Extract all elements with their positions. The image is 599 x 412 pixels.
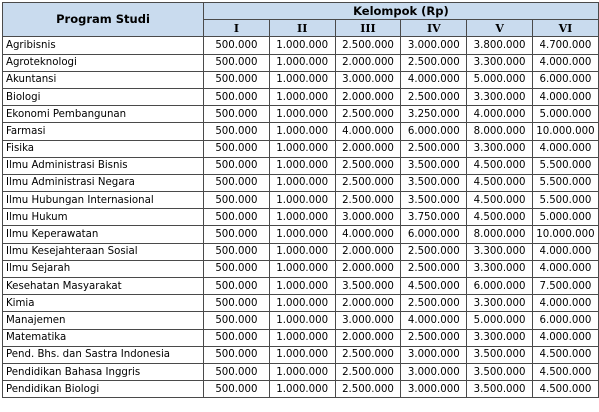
table-row xyxy=(3,88,599,105)
group-header-cell: III xyxy=(335,20,401,37)
fee-cell: 2.500.000 xyxy=(335,157,401,174)
fee-cell: 4.000.000 xyxy=(532,88,598,105)
program-name-cell: Agroteknologi xyxy=(3,54,204,71)
table-header xyxy=(3,3,599,37)
fee-cell: 6.000.000 xyxy=(532,71,598,88)
fee-cell: 2.500.000 xyxy=(401,260,467,277)
fee-cell: 500.000 xyxy=(204,157,270,174)
fee-cell: 1.000.000 xyxy=(269,363,335,380)
fee-cell: 3.300.000 xyxy=(467,260,533,277)
fee-cell: 10.000.000 xyxy=(532,123,598,140)
fee-cell: 3.500.000 xyxy=(335,278,401,295)
table-row xyxy=(3,37,599,54)
table-row xyxy=(3,312,599,329)
table-row xyxy=(3,381,599,398)
program-name-cell: Farmasi xyxy=(3,123,204,140)
fee-cell: 1.000.000 xyxy=(269,226,335,243)
program-name-cell: Ilmu Hukum xyxy=(3,209,204,226)
fee-cell: 4.500.000 xyxy=(467,192,533,209)
fee-cell: 2.500.000 xyxy=(335,106,401,123)
fee-cell: 1.000.000 xyxy=(269,381,335,398)
fee-cell: 1.000.000 xyxy=(269,295,335,312)
table-row xyxy=(3,243,599,260)
fee-cell: 1.000.000 xyxy=(269,71,335,88)
table-row xyxy=(3,123,599,140)
fee-cell: 2.500.000 xyxy=(401,54,467,71)
program-name-cell: Ilmu Kesejahteraan Sosial xyxy=(3,243,204,260)
header-row-top xyxy=(3,3,599,20)
fee-cell: 1.000.000 xyxy=(269,106,335,123)
fee-cell: 500.000 xyxy=(204,209,270,226)
fee-cell: 5.000.000 xyxy=(467,71,533,88)
fee-cell: 500.000 xyxy=(204,106,270,123)
fee-cell: 500.000 xyxy=(204,123,270,140)
table-row xyxy=(3,260,599,277)
program-name-cell: Kimia xyxy=(3,295,204,312)
program-name-cell: Agribisnis xyxy=(3,37,204,54)
fee-cell: 10.000.000 xyxy=(532,226,598,243)
fee-cell: 2.000.000 xyxy=(335,243,401,260)
group-header-cell: I xyxy=(204,20,270,37)
program-name-cell: Ekonomi Pembangunan xyxy=(3,106,204,123)
fee-cell: 3.500.000 xyxy=(467,381,533,398)
group-header-cell: VI xyxy=(532,20,598,37)
fee-cell: 2.500.000 xyxy=(335,363,401,380)
fee-cell: 3.500.000 xyxy=(401,174,467,191)
program-name-cell: Biologi xyxy=(3,88,204,105)
program-name-cell: Fisika xyxy=(3,140,204,157)
fee-cell: 3.000.000 xyxy=(335,209,401,226)
program-studi-header: Program Studi xyxy=(3,3,204,37)
group-header-cell: IV xyxy=(401,20,467,37)
program-name-cell: Ilmu Keperawatan xyxy=(3,226,204,243)
fee-cell: 2.500.000 xyxy=(401,295,467,312)
fee-cell: 6.000.000 xyxy=(401,123,467,140)
table-row xyxy=(3,363,599,380)
table-row xyxy=(3,174,599,191)
program-name-cell: Pendidikan Biologi xyxy=(3,381,204,398)
fee-cell: 3.500.000 xyxy=(467,363,533,380)
fee-cell: 1.000.000 xyxy=(269,209,335,226)
fee-cell: 500.000 xyxy=(204,329,270,346)
program-name-cell: Ilmu Administrasi Negara xyxy=(3,174,204,191)
fee-cell: 2.000.000 xyxy=(335,88,401,105)
fee-cell: 3.750.000 xyxy=(401,209,467,226)
fee-cell: 4.500.000 xyxy=(401,278,467,295)
fee-cell: 2.500.000 xyxy=(401,88,467,105)
fee-cell: 4.000.000 xyxy=(335,226,401,243)
fee-cell: 500.000 xyxy=(204,260,270,277)
fee-cell: 4.000.000 xyxy=(532,329,598,346)
fee-cell: 5.000.000 xyxy=(467,312,533,329)
fee-cell: 4.000.000 xyxy=(467,106,533,123)
fee-cell: 2.000.000 xyxy=(335,329,401,346)
fee-cell: 500.000 xyxy=(204,71,270,88)
fee-cell: 500.000 xyxy=(204,226,270,243)
table-row xyxy=(3,192,599,209)
fee-cell: 3.300.000 xyxy=(467,140,533,157)
fee-cell: 2.500.000 xyxy=(335,346,401,363)
fee-cell: 4.000.000 xyxy=(401,312,467,329)
fee-cell: 500.000 xyxy=(204,346,270,363)
fee-cell: 500.000 xyxy=(204,278,270,295)
fee-cell: 3.500.000 xyxy=(401,157,467,174)
fee-cell: 2.000.000 xyxy=(335,54,401,71)
fee-cell: 3.500.000 xyxy=(401,192,467,209)
table-row xyxy=(3,71,599,88)
fee-cell: 3.250.000 xyxy=(401,106,467,123)
fee-cell: 6.000.000 xyxy=(467,278,533,295)
program-name-cell: Ilmu Hubungan Internasional xyxy=(3,192,204,209)
fee-cell: 4.000.000 xyxy=(532,243,598,260)
fee-cell: 4.000.000 xyxy=(532,260,598,277)
fee-cell: 1.000.000 xyxy=(269,157,335,174)
fee-cell: 5.000.000 xyxy=(532,106,598,123)
table-row xyxy=(3,278,599,295)
fee-cell: 500.000 xyxy=(204,54,270,71)
fee-cell: 500.000 xyxy=(204,381,270,398)
group-header-cell: V xyxy=(467,20,533,37)
fee-cell: 2.000.000 xyxy=(335,140,401,157)
program-name-cell: Ilmu Sejarah xyxy=(3,260,204,277)
fee-cell: 1.000.000 xyxy=(269,278,335,295)
fee-cell: 3.300.000 xyxy=(467,243,533,260)
table-row xyxy=(3,346,599,363)
fee-cell: 2.500.000 xyxy=(335,381,401,398)
fee-cell: 500.000 xyxy=(204,312,270,329)
fee-cell: 4.000.000 xyxy=(335,123,401,140)
table-row xyxy=(3,106,599,123)
fee-cell: 7.500.000 xyxy=(532,278,598,295)
fee-cell: 3.000.000 xyxy=(335,71,401,88)
fee-cell: 1.000.000 xyxy=(269,88,335,105)
fee-cell: 5.000.000 xyxy=(532,209,598,226)
fee-cell: 2.500.000 xyxy=(401,329,467,346)
kelompok-header: Kelompok (Rp) xyxy=(204,3,599,20)
program-name-cell: Matematika xyxy=(3,329,204,346)
fee-cell: 3.800.000 xyxy=(467,37,533,54)
fee-cell: 2.000.000 xyxy=(335,260,401,277)
fee-cell: 5.500.000 xyxy=(532,174,598,191)
group-header-cell: II xyxy=(269,20,335,37)
fee-cell: 4.500.000 xyxy=(467,174,533,191)
fee-cell: 2.500.000 xyxy=(335,192,401,209)
table-body xyxy=(3,37,599,398)
table-row xyxy=(3,226,599,243)
fee-cell: 4.500.000 xyxy=(467,157,533,174)
program-name-cell: Kesehatan Masyarakat xyxy=(3,278,204,295)
program-name-cell: Akuntansi xyxy=(3,71,204,88)
fee-cell: 1.000.000 xyxy=(269,37,335,54)
fee-cell: 5.500.000 xyxy=(532,192,598,209)
fee-cell: 2.500.000 xyxy=(335,37,401,54)
fee-cell: 1.000.000 xyxy=(269,346,335,363)
fee-cell: 1.000.000 xyxy=(269,243,335,260)
fee-cell: 3.000.000 xyxy=(401,346,467,363)
fee-cell: 4.000.000 xyxy=(532,140,598,157)
fee-cell: 500.000 xyxy=(204,88,270,105)
program-name-cell: Pend. Bhs. dan Sastra Indonesia xyxy=(3,346,204,363)
fee-cell: 4.500.000 xyxy=(467,209,533,226)
fee-cell: 4.000.000 xyxy=(532,295,598,312)
fee-cell: 1.000.000 xyxy=(269,123,335,140)
fee-cell: 3.300.000 xyxy=(467,88,533,105)
fee-cell: 3.000.000 xyxy=(401,381,467,398)
fee-cell: 4.000.000 xyxy=(401,71,467,88)
fee-cell: 500.000 xyxy=(204,295,270,312)
fee-cell: 3.300.000 xyxy=(467,329,533,346)
fee-cell: 8.000.000 xyxy=(467,226,533,243)
fee-cell: 6.000.000 xyxy=(401,226,467,243)
fee-cell: 5.500.000 xyxy=(532,157,598,174)
fee-cell: 4.000.000 xyxy=(532,54,598,71)
fee-cell: 3.000.000 xyxy=(401,363,467,380)
fee-cell: 500.000 xyxy=(204,37,270,54)
fee-cell: 3.500.000 xyxy=(467,346,533,363)
fee-cell: 3.000.000 xyxy=(401,37,467,54)
table-row xyxy=(3,157,599,174)
fee-cell: 4.500.000 xyxy=(532,381,598,398)
table-row xyxy=(3,295,599,312)
fee-cell: 1.000.000 xyxy=(269,54,335,71)
fee-cell: 2.000.000 xyxy=(335,295,401,312)
fee-cell: 4.500.000 xyxy=(532,363,598,380)
fee-cell: 8.000.000 xyxy=(467,123,533,140)
fee-cell: 500.000 xyxy=(204,363,270,380)
fee-cell: 500.000 xyxy=(204,243,270,260)
fee-cell: 2.500.000 xyxy=(335,174,401,191)
fee-cell: 1.000.000 xyxy=(269,260,335,277)
table-row xyxy=(3,209,599,226)
table-row xyxy=(3,329,599,346)
fee-cell: 3.300.000 xyxy=(467,54,533,71)
fee-cell: 1.000.000 xyxy=(269,312,335,329)
fee-cell: 1.000.000 xyxy=(269,174,335,191)
program-name-cell: Pendidikan Bahasa Inggris xyxy=(3,363,204,380)
fee-cell: 500.000 xyxy=(204,140,270,157)
program-name-cell: Manajemen xyxy=(3,312,204,329)
fee-cell: 3.000.000 xyxy=(335,312,401,329)
fee-cell: 6.000.000 xyxy=(532,312,598,329)
table-row xyxy=(3,54,599,71)
fee-cell: 3.300.000 xyxy=(467,295,533,312)
fee-cell: 500.000 xyxy=(204,192,270,209)
fee-cell: 1.000.000 xyxy=(269,329,335,346)
table-row xyxy=(3,140,599,157)
fee-cell: 4.500.000 xyxy=(532,346,598,363)
fee-cell: 1.000.000 xyxy=(269,140,335,157)
fee-cell: 500.000 xyxy=(204,174,270,191)
fee-cell: 4.700.000 xyxy=(532,37,598,54)
fee-cell: 2.500.000 xyxy=(401,243,467,260)
tuition-fee-table xyxy=(2,2,599,398)
program-name-cell: Ilmu Administrasi Bisnis xyxy=(3,157,204,174)
fee-cell: 2.500.000 xyxy=(401,140,467,157)
fee-cell: 1.000.000 xyxy=(269,192,335,209)
